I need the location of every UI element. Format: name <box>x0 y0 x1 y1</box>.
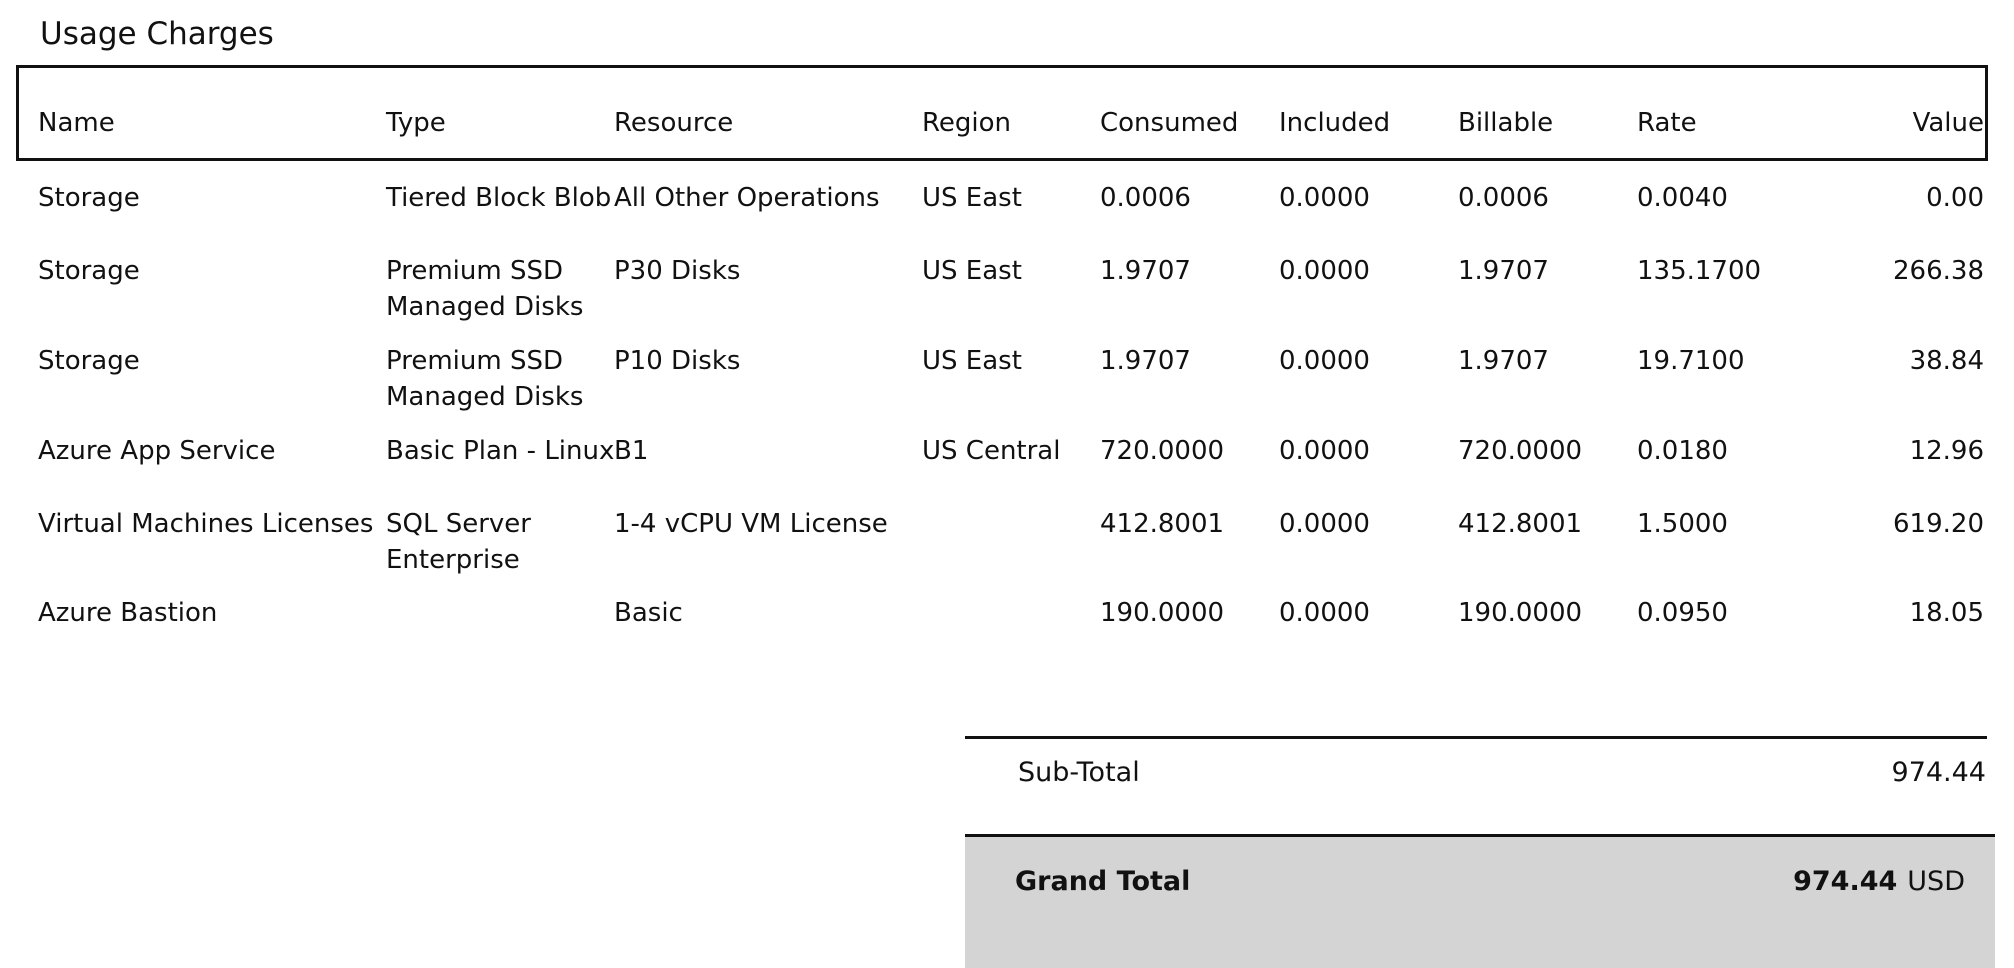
cell-region: US East <box>922 256 1022 286</box>
cell-billable: 190.0000 <box>1458 598 1583 628</box>
grand-total-label: Grand Total <box>1015 866 1191 897</box>
grand-total-amount <box>1793 862 1965 902</box>
cell-value: 12.96 <box>1909 436 1984 466</box>
cell-type-line2: Managed Disks <box>386 382 584 412</box>
grand-total-box <box>965 834 1995 968</box>
column-header-type: Type <box>386 108 446 138</box>
grand-total-value: 974.44 <box>1793 866 1898 897</box>
cell-value: 38.84 <box>1909 346 1984 376</box>
cell-resource: B1 <box>614 436 649 466</box>
cell-billable: 0.0006 <box>1458 183 1549 213</box>
table-row <box>0 343 2014 423</box>
cell-included: 0.0000 <box>1279 256 1370 286</box>
subtotal-divider <box>965 736 1987 739</box>
cell-rate: 0.0950 <box>1637 598 1728 628</box>
cell-included: 0.0000 <box>1279 346 1370 376</box>
cell-type: Basic Plan - Linux <box>386 436 615 466</box>
cell-type: SQL Server <box>386 509 531 539</box>
cell-billable: 1.9707 <box>1458 256 1549 286</box>
cell-rate: 135.1700 <box>1637 256 1762 286</box>
table-row <box>0 180 2014 260</box>
cell-rate: 0.0180 <box>1637 436 1728 466</box>
cell-region: US Central <box>922 436 1061 466</box>
cell-type-line2: Enterprise <box>386 545 520 575</box>
cell-resource: Basic <box>614 598 683 628</box>
cell-rate: 1.5000 <box>1637 509 1728 539</box>
cell-type: Tiered Block Blob <box>386 183 612 213</box>
cell-type-line2: Managed Disks <box>386 292 584 322</box>
column-header-included: Included <box>1279 108 1391 138</box>
cell-value: 18.05 <box>1909 598 1984 628</box>
cell-type: Premium SSD <box>386 346 563 376</box>
cell-name: Storage <box>38 183 140 213</box>
column-header-consumed: Consumed <box>1100 108 1239 138</box>
cell-billable: 1.9707 <box>1458 346 1549 376</box>
column-header-value: Value <box>1912 108 1984 138</box>
cell-resource: 1-4 vCPU VM License <box>614 509 888 539</box>
cell-billable: 720.0000 <box>1458 436 1583 466</box>
cell-region: US East <box>922 183 1022 213</box>
cell-value: 0.00 <box>1926 183 1984 213</box>
cell-consumed: 0.0006 <box>1100 183 1191 213</box>
cell-included: 0.0000 <box>1279 509 1370 539</box>
cell-included: 0.0000 <box>1279 436 1370 466</box>
cell-resource: All Other Operations <box>614 183 880 213</box>
table-row <box>0 506 2014 586</box>
subtotal-value: 974.44 <box>1891 757 1986 788</box>
column-header-rate: Rate <box>1637 108 1697 138</box>
column-header-region: Region <box>922 108 1012 138</box>
cell-consumed: 412.8001 <box>1100 509 1225 539</box>
cell-included: 0.0000 <box>1279 183 1370 213</box>
subtotal-label: Sub-Total <box>1018 757 1140 788</box>
cell-resource: P10 Disks <box>614 346 741 376</box>
cell-consumed: 1.9707 <box>1100 346 1191 376</box>
cell-name: Azure App Service <box>38 436 276 466</box>
cell-included: 0.0000 <box>1279 598 1370 628</box>
grand-total-currency: USD <box>1907 866 1965 897</box>
cell-rate: 19.7100 <box>1637 346 1745 376</box>
column-header-resource: Resource <box>614 108 734 138</box>
cell-type: Premium SSD <box>386 256 563 286</box>
cell-value: 619.20 <box>1893 509 1984 539</box>
cell-name: Azure Bastion <box>38 598 218 628</box>
cell-rate: 0.0040 <box>1637 183 1728 213</box>
column-header-billable: Billable <box>1458 108 1554 138</box>
cell-value: 266.38 <box>1893 256 1984 286</box>
cell-consumed: 1.9707 <box>1100 256 1191 286</box>
cell-name: Storage <box>38 256 140 286</box>
table-row <box>0 433 2014 513</box>
table-row <box>0 253 2014 333</box>
cell-billable: 412.8001 <box>1458 509 1583 539</box>
cell-region: US East <box>922 346 1022 376</box>
cell-name: Storage <box>38 346 140 376</box>
cell-consumed: 190.0000 <box>1100 598 1225 628</box>
page-title: Usage Charges <box>40 16 274 52</box>
cell-consumed: 720.0000 <box>1100 436 1225 466</box>
table-row <box>0 595 2014 675</box>
cell-resource: P30 Disks <box>614 256 741 286</box>
column-header-name: Name <box>38 108 115 138</box>
cell-name: Virtual Machines Licenses <box>38 509 374 539</box>
